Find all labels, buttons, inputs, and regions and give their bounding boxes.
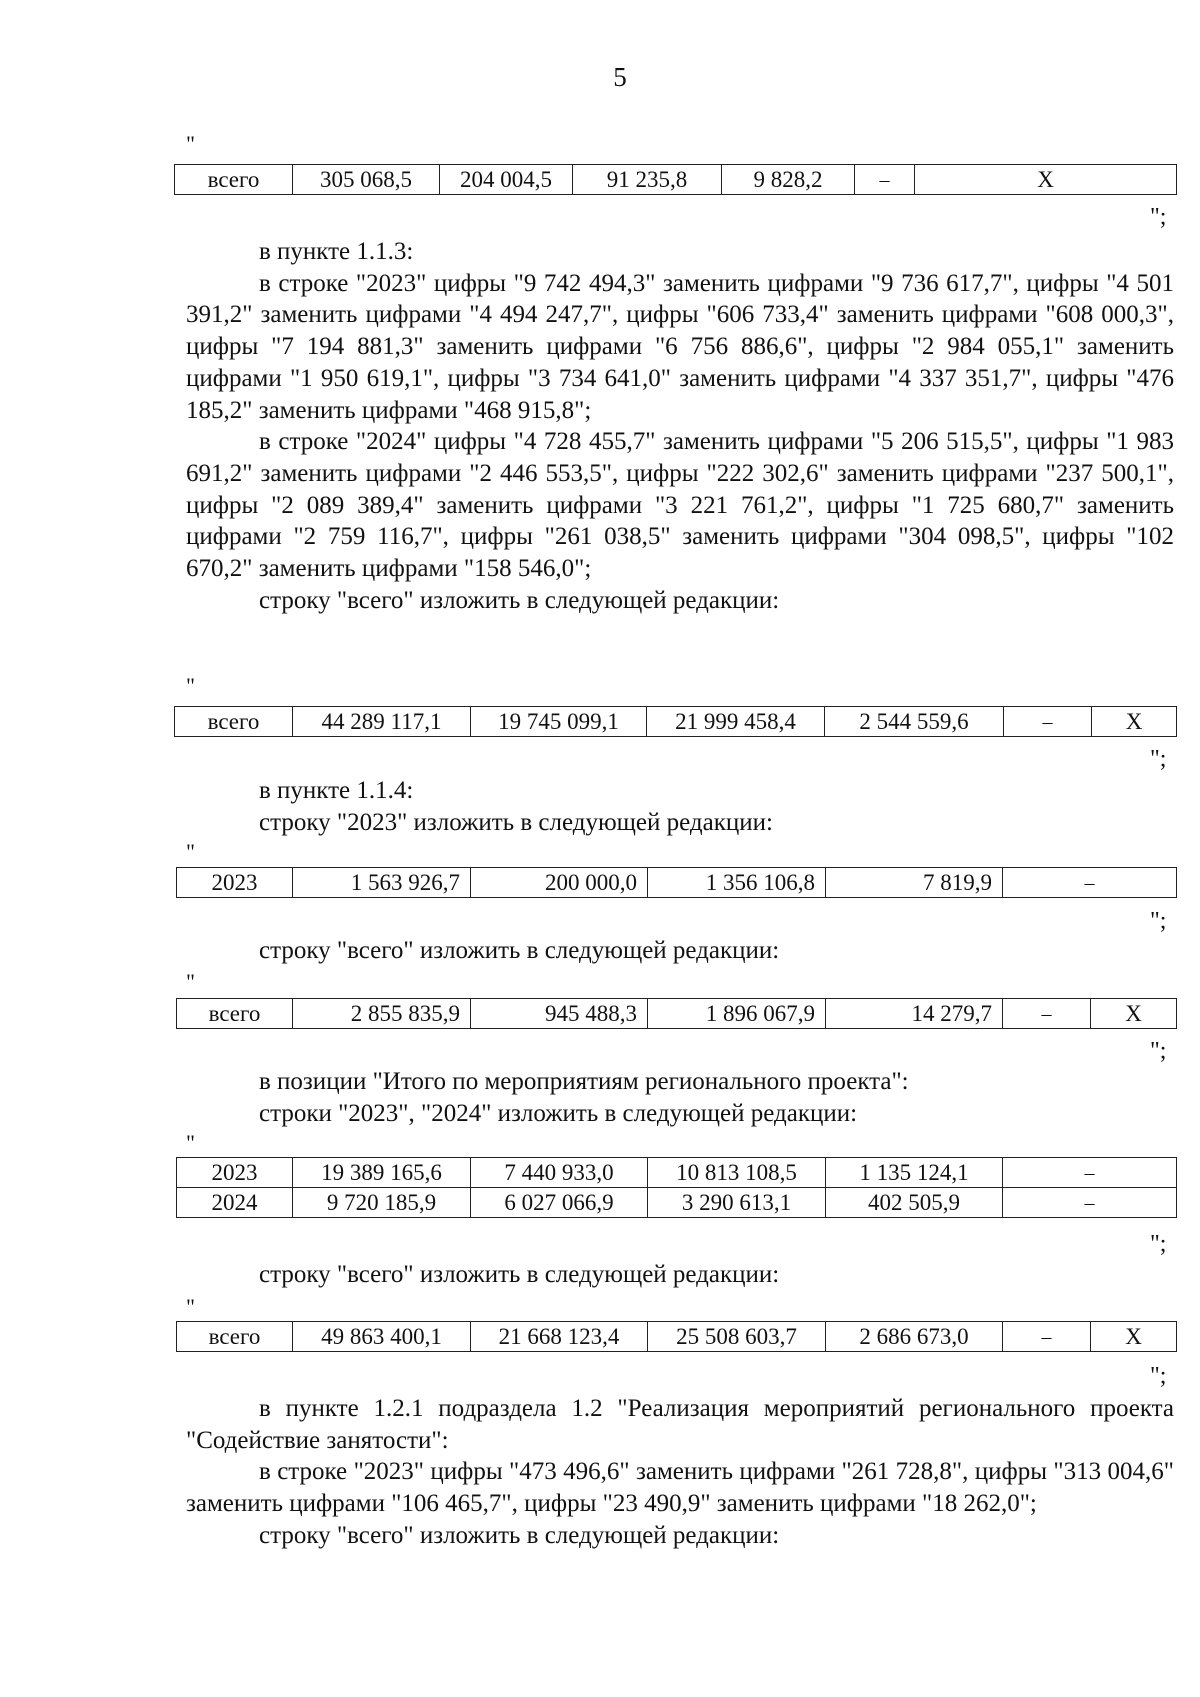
- cell-value: 2 686 673,0: [826, 1322, 1003, 1352]
- close-quote: ";: [1150, 1231, 1167, 1257]
- table-2023: [176, 867, 1177, 898]
- table-row: [177, 999, 1177, 1029]
- section-113-vsego-line: строку "всего" изложить в следующей редакции:: [259, 586, 780, 614]
- cell-value: 1 356 106,8: [648, 868, 826, 898]
- open-quote: ": [186, 839, 195, 864]
- cell-value: 305 068,5: [293, 165, 440, 195]
- open-quote: ": [186, 1294, 195, 1319]
- open-quote: ": [186, 131, 195, 156]
- section-114: [186, 775, 1174, 838]
- table-row: [177, 1322, 1177, 1352]
- cell-dash: –: [1003, 1188, 1177, 1218]
- section-113: [186, 236, 1174, 616]
- section-113-heading: в пункте 1.1.3:: [259, 238, 414, 265]
- open-quote: ": [186, 969, 195, 994]
- section-113-paragraph-2024: в строке "2024" цифры "4 728 455,7" заменить цифрами "5 206 515,5", цифры "1 983 691,2" заменить цифрами "2 446 553,5", цифры "222 302,6" заменить цифрами "237 500,1", цифры "2 089 389,4" заменить цифрами "3 221 761,2", цифры "1 725 680,7" заменить цифрами "2 759 116,7", цифры "261 038,5" заменить цифрами "304 098,5", цифры "102 670,2" заменить цифрами "158 546,0";: [186, 428, 1174, 583]
- table-row: [177, 1158, 1177, 1188]
- cell-dash: –: [855, 165, 915, 195]
- section-121-paragraph-2023: в строке "2023" цифры "473 496,6" заменить цифрами "261 728,8", цифры "313 004,6" заменить цифрами "106 465,7", цифры "23 490,9" заменить цифрами "18 262,0";: [186, 1458, 1174, 1518]
- cell-dash: –: [1003, 999, 1091, 1029]
- cell-x: Х: [1091, 1322, 1177, 1352]
- cell-dash: –: [1003, 1158, 1177, 1188]
- cell-x: Х: [1092, 707, 1177, 737]
- cell-year: 2023: [177, 868, 293, 898]
- itogo-vsego-line: строку "всего" изложить в следующей редакции:: [259, 1261, 780, 1288]
- table-vsego-2: [174, 706, 1177, 737]
- cell-value: 49 863 400,1: [293, 1322, 471, 1352]
- cell-value: 21 668 123,4: [471, 1322, 648, 1352]
- cell-year: 2024: [177, 1188, 293, 1218]
- table-vsego-3: [176, 998, 1177, 1029]
- cell-value: 1 563 926,7: [293, 868, 471, 898]
- cell-value: 21 999 458,4: [647, 707, 825, 737]
- cell-label: всего: [175, 707, 293, 737]
- section-121: [186, 1393, 1174, 1552]
- open-quote: ": [186, 673, 195, 698]
- cell-value: 10 813 108,5: [648, 1158, 826, 1188]
- close-quote: ";: [1150, 1363, 1167, 1389]
- cell-value: 19 745 099,1: [471, 707, 647, 737]
- cell-value: 1 896 067,9: [648, 999, 826, 1029]
- cell-year: 2023: [177, 1158, 293, 1188]
- section-121-heading: в пункте 1.2.1 подраздела 1.2 "Реализация мероприятий регионального проекта "Содействие занятости":: [186, 1395, 1174, 1454]
- cell-value: 25 508 603,7: [648, 1322, 826, 1352]
- cell-value: 3 290 613,1: [648, 1188, 826, 1218]
- table-vsego-1: [174, 164, 1177, 195]
- close-quote: ";: [1150, 204, 1167, 230]
- cell-value: 2 855 835,9: [293, 999, 471, 1029]
- itogo-vsego: [186, 1259, 1174, 1291]
- cell-value: 6 027 066,9: [471, 1188, 648, 1218]
- itogo-heading: в позиции "Итого по мероприятиям регионального проекта":: [259, 1068, 909, 1095]
- cell-value: 945 488,3: [471, 999, 648, 1029]
- section-121-vsego-line: строку "всего" изложить в следующей редакции:: [259, 1521, 780, 1549]
- close-quote: ";: [1150, 746, 1167, 772]
- page-number: 5: [613, 62, 627, 92]
- close-quote: ";: [1150, 908, 1167, 934]
- cell-value: 200 000,0: [471, 868, 648, 898]
- cell-value: 204 004,5: [440, 165, 573, 195]
- itogo-section: [186, 1066, 1174, 1129]
- section-114-vsego-line: строку "всего" изложить в следующей редакции:: [259, 937, 780, 964]
- table-row: [177, 868, 1177, 898]
- table-row: [175, 707, 1177, 737]
- section-113-paragraph-2023: в строке "2023" цифры "9 742 494,3" заменить цифрами "9 736 617,7", цифры "4 501 391,2" заменить цифрами "4 494 247,7", цифры "606 733,4" заменить цифрами "608 000,3", цифры "7 194 881,3" заменить цифрами "6 756 886,6", цифры "2 984 055,1" заменить цифрами "1 950 619,1", цифры "3 734 641,0" заменить цифрами "4 337 351,7", цифры "476 185,2" заменить цифрами "468 915,8";: [186, 269, 1174, 424]
- table-row: [177, 1188, 1177, 1218]
- close-quote: ";: [1150, 1038, 1167, 1064]
- cell-label: всего: [177, 1322, 293, 1352]
- itogo-lines: строки "2023", "2024" изложить в следующей редакции:: [259, 1099, 858, 1127]
- cell-value: 7 819,9: [826, 868, 1003, 898]
- cell-value: 44 289 117,1: [293, 707, 471, 737]
- table-vsego-4: [176, 1321, 1177, 1352]
- cell-value: 1 135 124,1: [826, 1158, 1003, 1188]
- cell-value: 9 720 185,9: [293, 1188, 471, 1218]
- cell-value: 402 505,9: [826, 1188, 1003, 1218]
- cell-x: Х: [915, 165, 1177, 195]
- cell-x: Х: [1091, 999, 1177, 1029]
- cell-label: всего: [175, 165, 293, 195]
- cell-dash: –: [1003, 868, 1177, 898]
- cell-label: всего: [177, 999, 293, 1029]
- section-114-heading: в пункте 1.1.4:: [259, 777, 414, 804]
- table-row: [175, 165, 1177, 195]
- open-quote: ": [186, 1130, 195, 1155]
- cell-value: 7 440 933,0: [471, 1158, 648, 1188]
- cell-dash: –: [1004, 707, 1092, 737]
- cell-value: 9 828,2: [722, 165, 855, 195]
- cell-value: 2 544 559,6: [825, 707, 1004, 737]
- cell-value: 91 235,8: [573, 165, 722, 195]
- cell-value: 14 279,7: [826, 999, 1003, 1029]
- cell-value: 19 389 165,6: [293, 1158, 471, 1188]
- cell-dash: –: [1003, 1322, 1091, 1352]
- table-2023-2024: [176, 1157, 1177, 1218]
- section-114-vsego: [186, 935, 1174, 967]
- section-114-line-2023: строку "2023" изложить в следующей редакции:: [259, 808, 773, 836]
